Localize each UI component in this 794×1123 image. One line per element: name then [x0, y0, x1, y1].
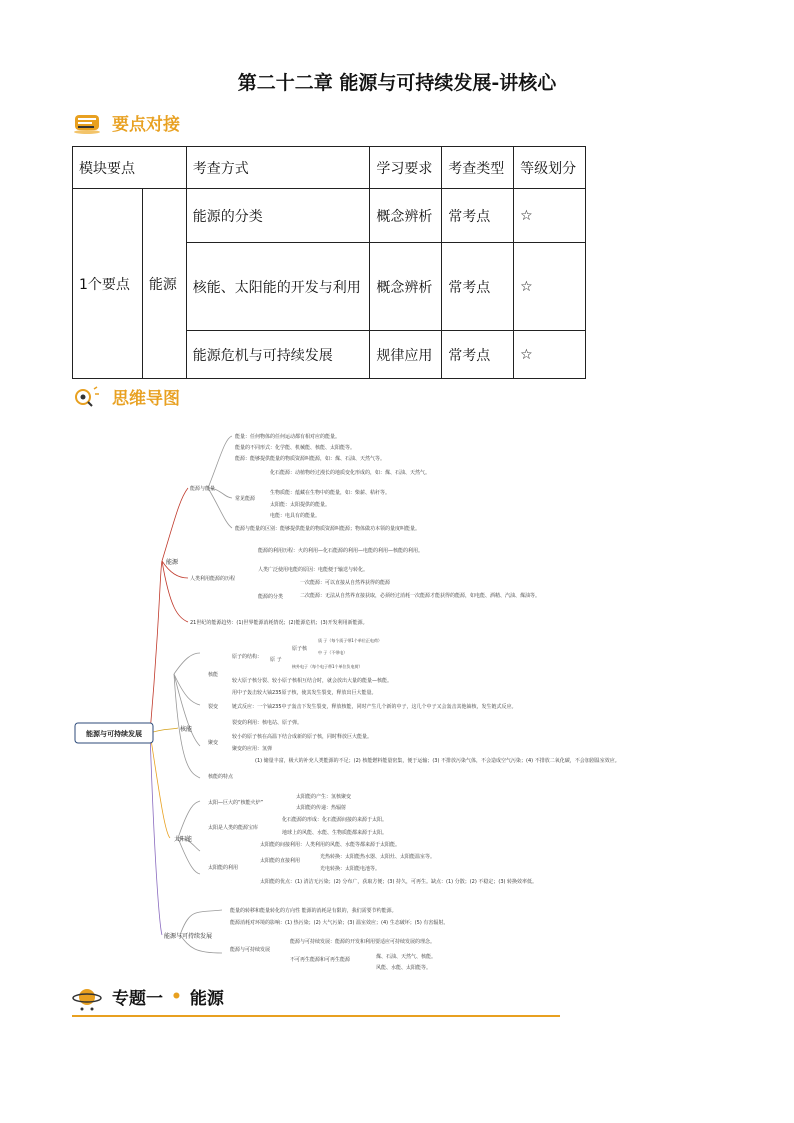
- table-cell: 能源危机与可持续发展: [186, 331, 370, 379]
- mind-map-node: 光电转换：太阳能电池等。: [320, 866, 381, 872]
- mind-map-node: 较大原子核分裂、较小原子核相互结合时，就会放出大量的能量—核能。: [232, 678, 393, 684]
- section-title-separator: •: [171, 986, 182, 1007]
- mind-map-node: 裂变的利用：核电站、原子弹。: [232, 720, 303, 726]
- mind-map-node: 中 子（不带电）: [318, 650, 348, 655]
- mind-map-node: 二次能源：无法从自然界直接获取，必须经过消耗一次能源才能获得的能源，如电能、酒精、汽油、煤油等。: [300, 593, 541, 599]
- mind-map: [70, 418, 620, 978]
- mind-map-node: 质 子（每个质子带1个单位正电荷）: [318, 638, 382, 643]
- mind-map-node: 化石能源：动植物经过漫长的地质变化形成的，如：煤、石油、天然气。: [270, 470, 431, 476]
- table-header-cell: 模块要点: [73, 147, 187, 189]
- mind-map-node: 常见能源: [235, 496, 256, 502]
- mind-map-node: 原 子: [270, 657, 282, 663]
- mind-map-node: 太阳能的产生：氢核聚变: [296, 794, 352, 800]
- table-row: [73, 189, 586, 243]
- section-heading-key-points: [72, 110, 180, 135]
- mind-map-node: 地球上的风能、水能、生物质能都来源于太阳。: [282, 830, 388, 836]
- table-cell: 概念辨析: [370, 189, 442, 243]
- mind-map-node: 原子核: [292, 646, 308, 652]
- mind-map-node: 能源与可持续发展: [230, 947, 271, 953]
- mind-map-node: 不可再生能源和可再生能源: [290, 957, 351, 963]
- mind-map-node: 生物质能：蕴藏在生物中的能量，如：柴薪、秸秆等。: [270, 490, 391, 496]
- mind-map-node: 用中子轰击较大铀235原子核，使其发生裂变，释放出巨大能量。: [232, 690, 377, 696]
- mind-map-node: 太阳—巨大的“核能火炉”: [208, 800, 264, 806]
- table-header-cell: 考查方式: [186, 147, 370, 189]
- table-cell: 常考点: [442, 189, 514, 243]
- mind-map-node: 能源与能量: [190, 486, 216, 492]
- table-cell: 概念辨析: [370, 243, 442, 331]
- mind-map-node: 能量的不同形式：化学能、机械能、核能、太阳能等。: [235, 445, 356, 451]
- mind-map-node: 太阳能的利用: [208, 865, 239, 871]
- mind-map-node: 原子的结构：: [232, 654, 263, 660]
- mind-map-node: 聚变: [208, 740, 219, 746]
- table-cell: 1个要点: [73, 189, 143, 379]
- mind-map-branch: 核能: [180, 726, 193, 733]
- mind-map-branch: 能源与可持续发展: [164, 933, 213, 940]
- mind-map-node: (1) 储量丰富，极大的补充人类能源的不足；(2) 核能燃料能量密集，便于运输；(3) 不排放污染气体，不会造成空气污染；(4) 不排放二氧化碳，不会加剧温室效应。: [255, 758, 620, 764]
- mind-map-root: 能源与可持续发展: [86, 730, 142, 738]
- table-cell: 能源: [142, 189, 186, 379]
- requirements-table: [72, 146, 586, 379]
- mind-map-node: 链式反应：一个铀235中子轰击下发生裂变，释放核能，同时产生几个新的中子，这几个中子又会轰击其他铀核，发生链式反应。: [232, 704, 517, 710]
- section-heading-topic-one: [72, 984, 224, 1009]
- table-cell: 核能、太阳能的开发与利用: [186, 243, 370, 331]
- mind-map-node: 能量的转移和能量转化的方向性 能源的消耗是有限的，我们需要节约能源。: [230, 908, 397, 914]
- mind-map-node: 能源消耗对环境的影响：(1) 热污染；(2) 大气污染；(3) 温室效应；(4) 生态破坏；(5) 有害辐射。: [230, 920, 449, 926]
- table-cell: 常考点: [442, 331, 514, 379]
- mind-map-node: 核能: [208, 672, 219, 678]
- mind-map-node: 能源与可持续发展：能源的开发和利用要适应可持续发展的理念。: [290, 939, 436, 945]
- section-title: 能源: [189, 989, 224, 1009]
- mind-map-node: 核能的特点: [208, 774, 234, 780]
- table-cell: 规律应用: [370, 331, 442, 379]
- mind-map-node: 21世纪的能源趋势：(1)世界能源消耗情况；(2)能源危机；(3)开发利用新能源。: [190, 620, 368, 626]
- table-header-cell: 学习要求: [370, 147, 442, 189]
- mind-map-node: 太阳能的直接利用: [260, 858, 301, 864]
- mind-map-node: 裂变: [208, 704, 219, 710]
- mind-map-node: 光热转换：太阳能热水器、太阳灶、太阳能温室等。: [320, 854, 436, 860]
- mind-map-node: 人类广泛使用电能的原因：电能便于输送与转化。: [258, 567, 369, 573]
- mind-map-node: 一次能源：可以直接从自然界获得的能源: [300, 580, 391, 586]
- section-title: 思维导图: [112, 389, 180, 409]
- mind-map-node: 能源的利用历程：火的利用—化石能源的利用—电能的利用—核能的利用。: [258, 548, 424, 554]
- mind-map-node: 煤、石油、天然气、核能。: [376, 954, 437, 960]
- mind-map-branch: 能源: [166, 559, 179, 566]
- mind-map-node: 能源的分类: [258, 594, 284, 600]
- mind-map-node: 核外电子（每个电子带1个单位负电荷）: [292, 664, 363, 669]
- table-cell: ☆: [514, 189, 586, 243]
- mind-map-node: 聚变的应用：氢弹: [232, 746, 273, 752]
- section-title: 专题一: [112, 989, 163, 1009]
- table-header-cell: 等级划分: [514, 147, 586, 189]
- table-header-cell: 考查类型: [442, 147, 514, 189]
- mind-map-node: 风能、水能、太阳能等。: [376, 965, 432, 971]
- table-cell: ☆: [514, 243, 586, 331]
- table-cell: 常考点: [442, 243, 514, 331]
- planet-icon: [72, 985, 102, 1009]
- divider: [72, 1015, 560, 1017]
- section-title: 要点对接: [112, 115, 180, 135]
- mind-map-node: 化石能源的形成：化石能源间接的来源于太阳。: [282, 817, 388, 823]
- table-header-row: [73, 147, 586, 189]
- mind-map-node: 太阳是人类的能源宝库: [208, 825, 259, 831]
- table-cell: 能源的分类: [186, 189, 370, 243]
- mind-map-node: 太阳能的优点：(1) 清洁无污染；(2) 分布广，获取方便；(3) 持久，可再生。缺点：(1) 分散；(2) 不稳定；(3) 转换效率低。: [260, 879, 538, 885]
- section-heading-mind-map: [72, 384, 180, 409]
- mind-map-branch: 太阳能: [174, 836, 193, 843]
- mind-map-node: 能源：能够提供能量的物质资源叫能源，如：煤、石油、天然气等。: [235, 456, 386, 462]
- mind-map-node: 能量：任何物体的任何运动都有相对应的能量。: [235, 434, 341, 440]
- mind-map-node: 太阳能的传递：热辐射: [296, 805, 347, 811]
- bulb-icon: [72, 385, 102, 409]
- mind-map-node: 较小的原子核在高温下结合成新的原子核，同时释放巨大能量。: [232, 734, 373, 740]
- mind-map-node: 能源与能量的区别：能够提供能量的物质资源叫能源；物体做功本领的量度叫能量。: [235, 526, 421, 532]
- mind-map-node: 人类利用能源的历程: [190, 576, 236, 582]
- mind-map-node: 太阳能的间接利用：人类利用的风能、水能等都来源于太阳能。: [260, 842, 401, 848]
- page-title: 第二十二章 能源与可持续发展-讲核心: [237, 72, 557, 94]
- table-cell: ☆: [514, 331, 586, 379]
- mind-map-node: 电能：电具有的能量。: [270, 513, 321, 519]
- book-icon: [72, 111, 102, 135]
- mind-map-node: 太阳能：太阳提供的能量。: [270, 502, 331, 508]
